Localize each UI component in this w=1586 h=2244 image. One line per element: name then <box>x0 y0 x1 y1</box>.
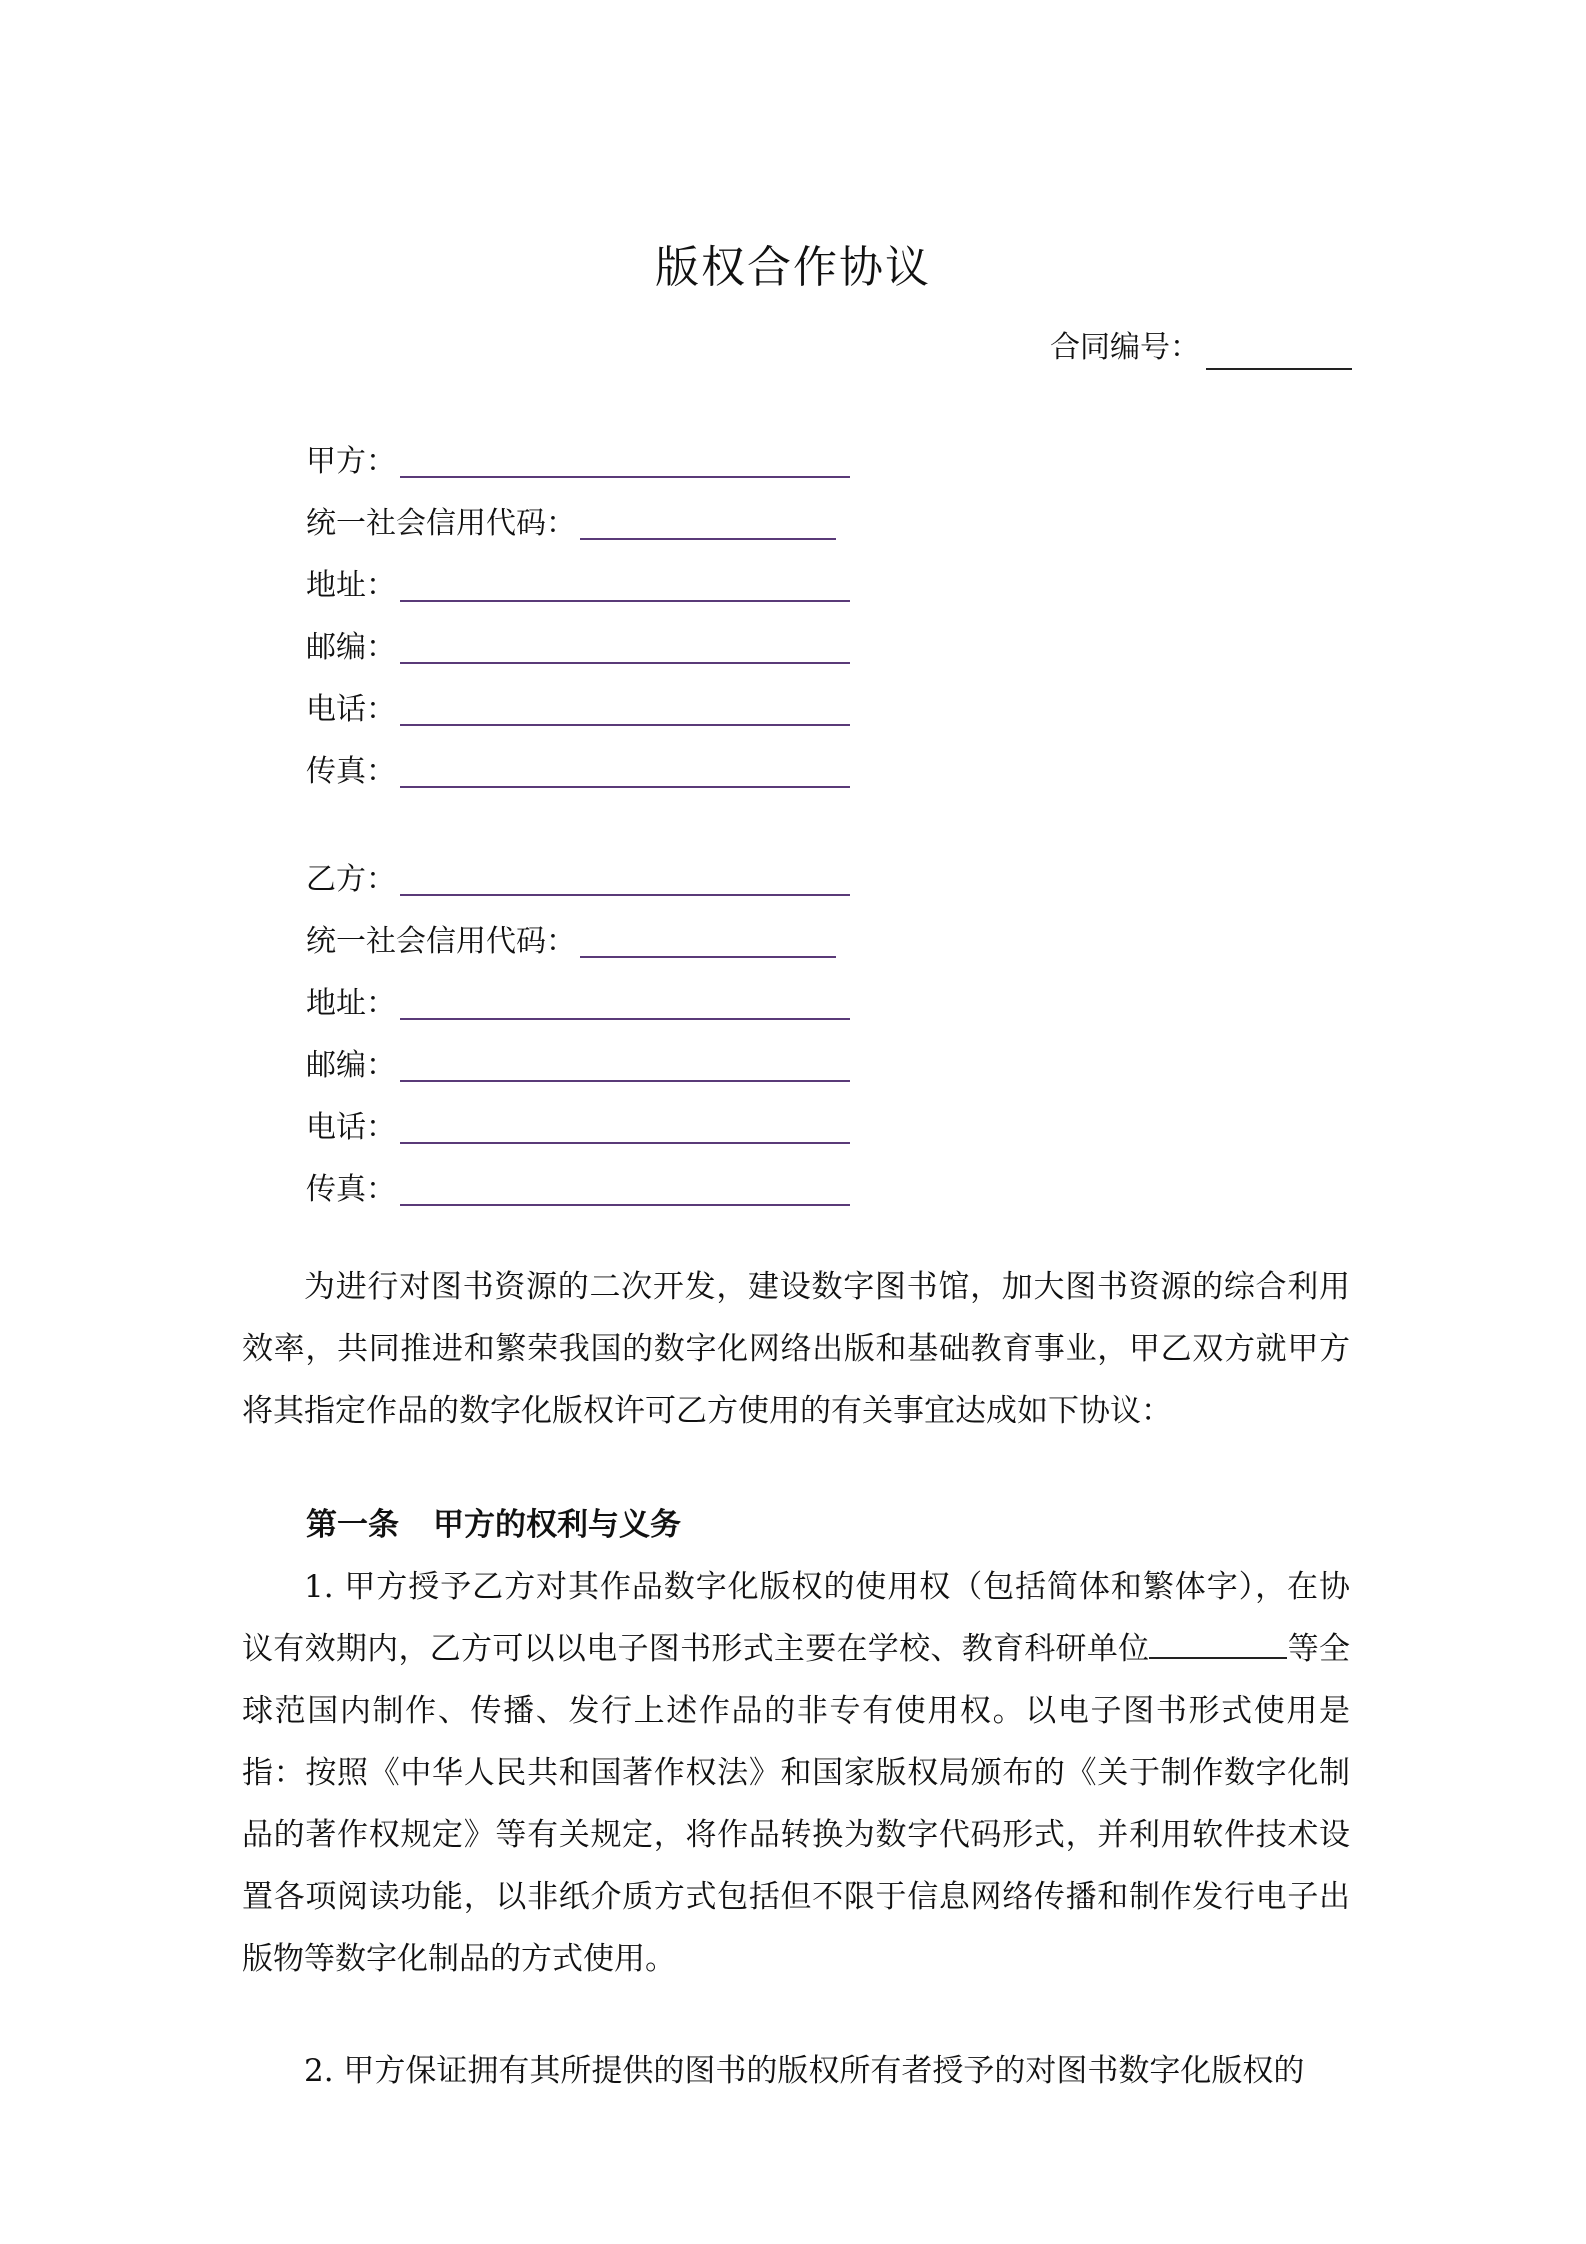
party-b-name-field <box>306 838 850 900</box>
article-title: 甲方的权利与义务 <box>433 1507 681 1543</box>
clause-2-paragraph <box>242 2040 1350 2102</box>
party-b-fax-field <box>306 1148 850 1210</box>
field-label: 统一社会信用代码： <box>306 506 576 541</box>
contract-number <box>1050 326 1352 370</box>
party-b-phone-field <box>306 1086 850 1148</box>
field-blank[interactable] <box>400 694 850 726</box>
document-title: 版权合作协议 <box>655 242 931 293</box>
party-a-credit-code-field <box>306 482 850 544</box>
field-blank[interactable] <box>400 570 850 602</box>
field-label: 电话： <box>306 1110 396 1145</box>
article-1-heading <box>306 1494 681 1556</box>
scope-blank[interactable] <box>1149 1631 1287 1659</box>
clause-1-paragraph <box>242 1556 1350 1990</box>
party-a-name-field <box>306 420 850 482</box>
field-label: 邮编： <box>306 1048 396 1083</box>
contract-number-blank[interactable] <box>1206 338 1352 370</box>
field-label: 传真： <box>306 1172 396 1207</box>
field-label: 电话： <box>306 692 396 727</box>
field-blank[interactable] <box>400 1174 850 1206</box>
party-a-block <box>306 420 850 792</box>
contract-number-label: 合同编号： <box>1050 330 1200 365</box>
field-blank[interactable] <box>400 1112 850 1144</box>
field-blank[interactable] <box>400 988 850 1020</box>
preamble-paragraph <box>242 1256 1350 1442</box>
field-label: 地址： <box>306 986 396 1021</box>
field-blank[interactable] <box>400 864 850 896</box>
field-blank[interactable] <box>400 632 850 664</box>
party-b-postcode-field <box>306 1024 850 1086</box>
party-b-address-field <box>306 962 850 1024</box>
clause-1 <box>242 1556 1350 1990</box>
preamble-text: 为进行对图书资源的二次开发，建设数字图书馆，加大图书资源的综合利用效率，共同推进和繁荣我国的数字化网络出版和基础教育事业，甲乙双方就甲方将其指定作品的数字化版权许可乙方使用的有关事宜达成如下协议： <box>242 1269 1350 1429</box>
clause-1-text-a: 1. 甲方授予乙方对其作品数字化版权的使用权（包括简体和繁体字），在协议有效期内，乙方可以以电子图书形式主要在学校、教育科研单位 <box>242 1569 1350 1667</box>
party-a-address-field <box>306 544 850 606</box>
field-blank[interactable] <box>580 508 836 540</box>
party-a-postcode-field <box>306 606 850 668</box>
field-label: 地址： <box>306 568 396 603</box>
field-label: 甲方： <box>306 444 396 479</box>
field-label: 统一社会信用代码： <box>306 924 576 959</box>
field-label: 乙方： <box>306 862 396 897</box>
article-number: 第一条 <box>306 1507 399 1543</box>
party-b-credit-code-field <box>306 900 850 962</box>
field-label: 传真： <box>306 754 396 789</box>
field-blank[interactable] <box>400 756 850 788</box>
party-a-phone-field <box>306 668 850 730</box>
clause-1-text-b: 等全球范国内制作、传播、发行上述作品的非专有使用权。以电子图书形式使用是指：按照《中华人民共和国著作权法》和国家版权局颁布的《关于制作数字化制品的著作权规定》等有关规定，将作品转换为数字代码形式，并利用软件技术设置各项阅读功能，以非纸介质方式包括但不限于信息网络传播和制作发行电子出版物等数字化制品的方式使用。 <box>242 1631 1351 1977</box>
field-label: 邮编： <box>306 630 396 665</box>
field-blank[interactable] <box>580 926 836 958</box>
party-a-fax-field <box>306 730 850 792</box>
clause-2: 2. 甲方保证拥有其所提供的图书的版权所有者授予的对图书数字化版权的 <box>304 2053 1305 2089</box>
field-blank[interactable] <box>400 1050 850 1082</box>
party-b-block <box>306 838 850 1210</box>
field-blank[interactable] <box>400 446 850 478</box>
